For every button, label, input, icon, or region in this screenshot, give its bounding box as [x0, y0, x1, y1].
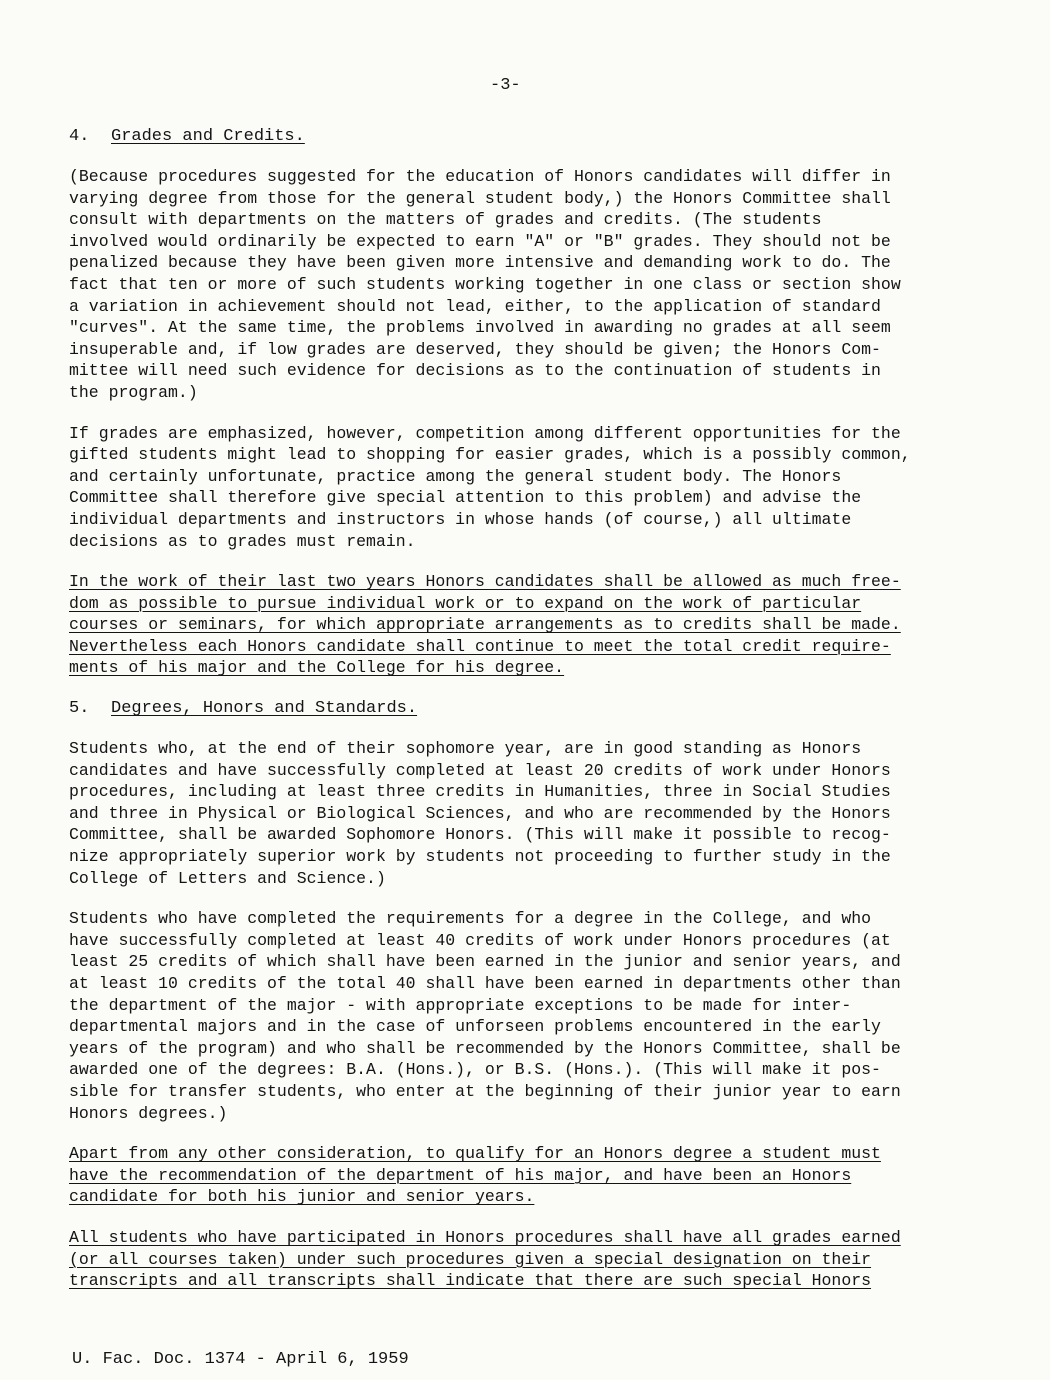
paragraph: (Because procedures suggested for the education of Honors candidates will differ in varying degree from those for the general student body,) the Honors Committee shall consult with departments on the matters of grades and credits. (The students involved would ordinarily be expected to earn "A" or "B" grades. They should not be penalized because they have been given more intensive and demanding work to do. The fact that ten or more of such students working together in one class or section show a variation in achievement should not lead, either, to the application of standard "curves". At the same time, the problems involved in awarding no grades at all seem insuperable and, if low grades are deserved, they should be given; the Honors Com- mittee will need such evidence for decisions as to the continuation of students in the program.): [69, 167, 901, 402]
paragraph: All students who have participated in Honors procedures shall have all grades earned (or all courses taken) under such procedures given a special designation on their transcripts and all transcripts shall indicate that there are such special Honors: [69, 1227, 901, 1291]
page-number: -3-: [490, 76, 521, 95]
paragraph: Students who, at the end of their sophomore year, are in good standing as Honors candidates and have successfully completed at least 20 credits of work under Honors procedures, including at least three credits in Humanities, three in Social Studies and three in Physical or Biological Sciences, and who are recommended by the Honors Committee, shall be awarded Sophomore Honors. (This will make it possible to recog- nize appropriately superior work by students not proceeding to further study in the College of Letters and Science.): [69, 739, 891, 888]
document-footer: U. Fac. Doc. 1374 - April 6, 1959: [72, 1350, 409, 1369]
paragraph: Students who have completed the requirements for a degree in the College, and who have successfully completed at least 40 credits of work under Honors procedures (at least 25 credits of which shall have been earned in the junior and senior years, and at least 10 credits of the total 40 shall have been earned in departments other than the department of the major - with appropriate exceptions to be made for inter- departmental majors and in the case of unforseen problems encountered in the early years of the program) and who shall be recommended by the Honors Committee, shall be awarded one of the degrees: B.A. (Hons.), or B.S. (Hons.). (This will make it pos- sible for transfer students, who enter at the beginning of their junior year to earn Honors degrees.): [69, 909, 901, 1123]
paragraph: If grades are emphasized, however, competition among different opportunities for the gifted students might lead to shopping for easier grades, which is a possibly common, and certainly unfortunate, practice among the general student body. The Honors Committee shall therefore give special attention to this problem) and advise the individual departments and instructors in whose hands (of course,) all ultimate decisions as to grades must remain.: [69, 423, 911, 551]
section-number: 4.: [69, 127, 90, 146]
document-body: [69, 126, 969, 1311]
section-heading-degrees: [69, 698, 969, 720]
section-title: Grades and Credits.: [111, 127, 305, 146]
paragraph: In the work of their last two years Honors candidates shall be allowed as much free- dom as possible to pursue individual work or to expand on the work of particular courses or seminars, for which appropriate arrangements as to credits shall be made. Nevertheless each Honors candidate shall continue to meet the total credit require- ments of his major and the College for his degree.: [69, 572, 901, 678]
section-number: 5.: [69, 699, 90, 719]
section-heading-grades: [69, 126, 969, 148]
section-title: Degrees, Honors and Standards.: [111, 699, 418, 719]
paragraph: Apart from any other consideration, to qualify for an Honors degree a student must have the recommendation of the department of his major, and have been an Honors candidate for both his junior and senior years.: [69, 1144, 881, 1207]
